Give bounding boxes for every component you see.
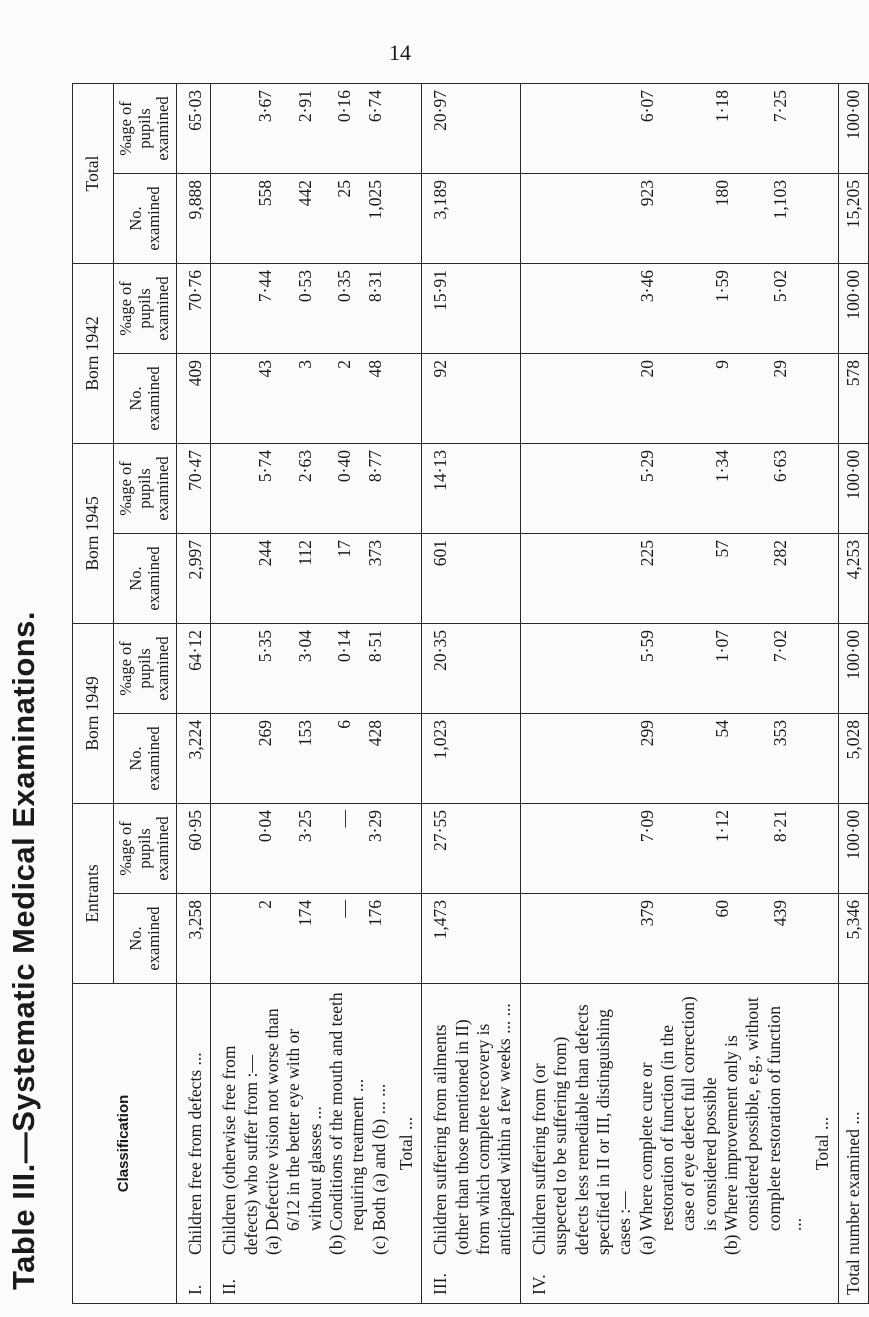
total-count-total: 1,103	[769, 179, 790, 220]
born-1945-pct: 14·13	[430, 449, 451, 491]
born-1945-count-c: 17	[334, 539, 355, 558]
born-1945-count-a: 225	[636, 539, 657, 567]
no-examined-header: No. examined	[114, 353, 177, 443]
group-header-total: Total	[73, 83, 114, 263]
total-label: Total ...	[396, 1116, 417, 1171]
born-1945-count-total: 282	[769, 539, 790, 567]
born-1945-count: 2,997	[185, 539, 205, 580]
entrants-count: 1,473	[430, 900, 451, 940]
entrants-count-a: 379	[636, 900, 657, 927]
born-1949-count-total: 353	[769, 719, 790, 747]
table-heading	[4, 610, 44, 1290]
no-examined-header: No. examined	[114, 173, 177, 263]
group-header-born-1945: Born 1945	[73, 443, 114, 623]
row-label-cell	[177, 984, 211, 1304]
total-pct-b: 1·18	[712, 89, 733, 123]
born-1949-pct: 20·35	[430, 629, 451, 671]
born-1949-pct: 64·12	[185, 629, 205, 671]
born-1945-pct-a: 5·29	[636, 449, 657, 483]
born-1949-count-total: 428	[365, 719, 386, 747]
born-1942-count-b: 3	[294, 359, 315, 369]
total-pct-total: 6·74	[365, 89, 386, 123]
entrants-count-c: —	[334, 900, 355, 918]
entrants-count: 5,346	[842, 900, 863, 940]
born-1949-count-c: 6	[334, 719, 355, 729]
sub-item-text: Conditions of the mouth and teeth requiring treatment ...	[326, 992, 368, 1231]
no-examined-header: No. examined	[114, 894, 177, 984]
pct-examined-header: %age of pupils examined	[114, 83, 177, 173]
total-pct-c: 0·16	[334, 89, 355, 123]
born-1942-pct-b: 1·59	[712, 269, 733, 303]
entrants-pct-b: 3·25	[294, 809, 315, 843]
born-1945-count-a: 244	[255, 539, 276, 567]
total-pct-b: 2·91	[294, 89, 315, 123]
entrants-count-a: 2	[255, 900, 276, 909]
total-pct-a: 3·67	[255, 89, 276, 123]
total-pct: 20·97	[430, 89, 451, 131]
row-label: Children suffering from ailments (other than those mentioned in II) from which complete recovery is anticipated within a few weeks ... ...	[430, 1003, 515, 1255]
born-1945-count: 601	[430, 539, 451, 567]
total-count-a: 923	[636, 179, 657, 207]
born-1942-count-a: 20	[636, 359, 657, 378]
row-label-cell	[422, 984, 520, 1304]
entrants-pct-a: 7·09	[636, 809, 657, 843]
table-row-ailments	[422, 83, 520, 1303]
born-1945-pct-total: 6·63	[769, 449, 790, 483]
total-pct-total: 7·25	[769, 89, 790, 123]
row-numeral: I.	[185, 1284, 205, 1295]
entrants-pct-total: 8·21	[769, 809, 790, 843]
row-label-cell	[520, 984, 838, 1304]
classification-header: Classification	[73, 984, 177, 1304]
entrants-count-b: 174	[294, 900, 315, 927]
born-1949-pct-c: 0·14	[334, 629, 355, 663]
born-1949-pct-a: 5·59	[636, 629, 657, 663]
row-label: Children free from defects	[185, 1069, 205, 1255]
no-examined-header: No. examined	[114, 533, 177, 623]
born-1949-count-a: 269	[255, 719, 276, 747]
total-count: 3,189	[430, 179, 451, 220]
table-frame	[72, 84, 863, 1304]
sub-item-label: (a)	[635, 1235, 656, 1255]
sub-item-label: (b)	[326, 1234, 347, 1255]
born-1949-pct-b: 1·07	[712, 629, 733, 663]
entrants-count: 3,258	[185, 900, 205, 940]
total-count-b: 180	[712, 179, 733, 207]
born-1942-count: 578	[842, 359, 863, 387]
page-number: 14	[389, 40, 411, 65]
group-header-born-1942: Born 1942	[73, 263, 114, 443]
entrants-pct-total: 3·29	[365, 809, 386, 843]
pct-examined-header: %age of pupils examined	[114, 443, 177, 533]
header-group-row	[73, 83, 114, 1303]
sub-item-label: (b)	[720, 1234, 741, 1255]
born-1942-count-total: 29	[769, 359, 790, 378]
table-heading-text: Table III.—Systematic Medical Examinations.	[6, 610, 41, 1290]
total-count: 9,888	[185, 179, 205, 220]
born-1942-count: 409	[185, 359, 205, 387]
born-1945-pct-b: 2·63	[294, 449, 315, 483]
born-1949-count-b: 54	[712, 719, 733, 738]
born-1949-pct-b: 3·04	[294, 629, 315, 663]
examination-table	[72, 83, 869, 1304]
born-1942-pct-b: 0·53	[294, 269, 315, 303]
born-1945-count-b: 57	[712, 539, 733, 558]
born-1942-pct: 100·00	[842, 269, 863, 320]
total-count-c: 25	[334, 179, 355, 198]
sub-item-text: Where improvement only is considered possible, e.g., without complete restoration of function ...	[720, 997, 805, 1231]
table-row-total-examined	[838, 83, 868, 1303]
row-intro: Children suffering from (or suspected to be suffering from) defects less remediable than defects specified in II or III, distinguishing cases :—	[528, 1004, 635, 1255]
born-1949-count: 1,023	[430, 719, 451, 760]
born-1945-pct-a: 5·74	[255, 449, 276, 483]
table-container	[72, 84, 863, 1304]
born-1942-count: 92	[430, 359, 451, 378]
entrants-count-total: 176	[365, 900, 386, 927]
entrants-pct-b: 1·12	[712, 809, 733, 843]
born-1945-pct-b: 1·34	[712, 449, 733, 483]
sub-item-text: Defective vision not worse than 6/12 in the better eye with or without glasses ...	[262, 1008, 325, 1231]
born-1949-count: 5,028	[842, 719, 863, 760]
born-1942-count-total: 48	[365, 359, 386, 378]
entrants-pct: 60·95	[185, 809, 205, 851]
entrants-count-b: 60	[712, 900, 733, 918]
total-pct-a: 6·07	[636, 89, 657, 123]
row-numeral: IV.	[528, 1274, 549, 1295]
row-intro: Children (otherwise free from defects) who suffer from :—	[219, 1045, 261, 1255]
born-1945-pct: 100·00	[842, 449, 863, 500]
pct-examined-header: %age of pupils examined	[114, 803, 177, 893]
sub-item-text: Both (a) and (b) ... ...	[368, 1083, 389, 1231]
no-examined-header: No. examined	[114, 713, 177, 803]
born-1942-pct-total: 5·02	[769, 269, 790, 303]
born-1945-pct: 70·47	[185, 449, 205, 491]
entrants-count-total: 439	[769, 900, 790, 927]
born-1942-pct-total: 8·31	[365, 269, 386, 303]
row-numeral: II.	[219, 1278, 240, 1295]
born-1942-count-a: 43	[255, 359, 276, 378]
born-1942-count-c: 2	[334, 359, 355, 369]
born-1949-count: 3,224	[185, 719, 205, 760]
total-pct: 100·00	[842, 89, 863, 140]
entrants-pct-a: 0·04	[255, 809, 276, 843]
born-1945-count-total: 373	[365, 539, 386, 567]
row-label-cell	[838, 984, 868, 1304]
table-row-free-from-defects	[177, 83, 211, 1303]
pct-examined-header: %age of pupils examined	[114, 623, 177, 713]
table-row-less-remediable	[520, 83, 838, 1303]
sub-item-label: (a)	[262, 1235, 283, 1255]
row-label: Total number examined ...	[842, 1111, 863, 1295]
total-count-total: 1,025	[365, 179, 386, 220]
total-count-a: 558	[255, 179, 276, 207]
total-pct: 65·03	[185, 89, 205, 131]
row-numeral: III.	[430, 1273, 451, 1295]
group-header-entrants: Entrants	[73, 803, 114, 983]
born-1942-pct-c: 0·35	[334, 269, 355, 303]
born-1942-pct: 15·91	[430, 269, 451, 311]
born-1945-count: 4,253	[842, 539, 863, 580]
born-1945-count-b: 112	[294, 539, 315, 566]
born-1949-pct-total: 7·02	[769, 629, 790, 663]
pct-examined-header: %age of pupils examined	[114, 263, 177, 353]
born-1942-count-b: 9	[712, 359, 733, 369]
born-1949-count-b: 153	[294, 719, 315, 747]
sub-item-label: (c)	[368, 1235, 389, 1255]
table-row-otherwise-free	[211, 83, 422, 1303]
born-1945-pct-total: 8·77	[365, 449, 386, 483]
born-1942-pct-a: 7·44	[255, 269, 276, 303]
group-header-born-1949: Born 1949	[73, 623, 114, 803]
born-1949-pct-a: 5·35	[255, 629, 276, 663]
born-1949-pct-total: 8·51	[365, 629, 386, 663]
born-1949-count-a: 299	[636, 719, 657, 747]
sub-item-text: Where complete cure or restoration of function (in the case of eye defect full correction) is considered possible	[635, 996, 720, 1231]
entrants-pct-c: —	[334, 809, 355, 828]
born-1945-pct-c: 0·40	[334, 449, 355, 483]
entrants-pct: 100·00	[842, 809, 863, 860]
born-1942-pct-a: 3·46	[636, 269, 657, 303]
total-count-b: 442	[294, 179, 315, 207]
born-1949-pct: 100·00	[842, 629, 863, 680]
total-label: Total ...	[812, 1116, 833, 1171]
leader-dots: ...	[185, 1052, 205, 1066]
born-1942-pct: 70·76	[185, 269, 205, 311]
total-count: 15,205	[842, 179, 863, 229]
row-label-cell	[211, 984, 422, 1304]
entrants-pct: 27·55	[430, 809, 451, 851]
